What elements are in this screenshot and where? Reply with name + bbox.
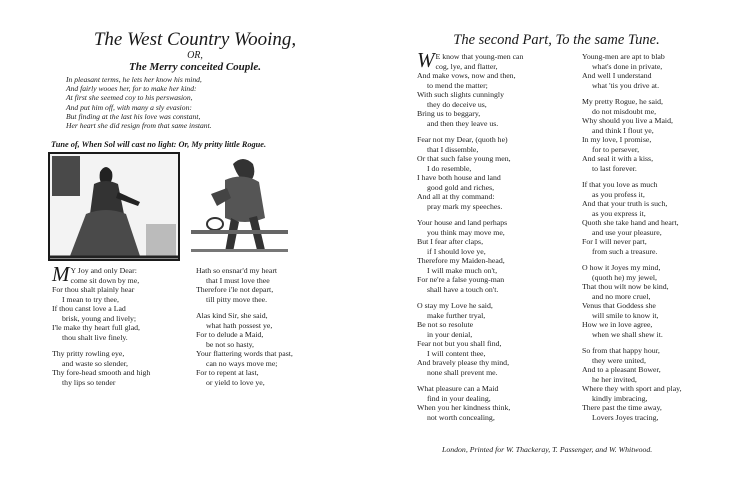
verse-line: Fear not but you shall find, bbox=[417, 339, 502, 348]
left-verse-column-1 bbox=[52, 262, 180, 394]
verse-line: to last forever. bbox=[592, 163, 637, 173]
verse-line: from such a treasure. bbox=[592, 246, 658, 256]
verse-line: can no ways move me; bbox=[206, 358, 278, 368]
tune-line: Tune of, When Sol will cast no light: Or, My pritty little Rogue. bbox=[51, 140, 267, 149]
verse-line: and no more cruel, bbox=[592, 291, 651, 301]
verse-line: find in your dealing, bbox=[427, 393, 491, 403]
verse-line: O stay my Love he said, bbox=[417, 301, 493, 310]
verse-line: pray mark my speeches. bbox=[427, 201, 503, 211]
verse-line: For thou shalt plainly hear bbox=[52, 285, 135, 294]
verse-line: thou shalt live finely. bbox=[62, 332, 128, 342]
verse-line: if I should love ye, bbox=[427, 246, 486, 256]
verse-line: Quoth she take hand and heart, bbox=[582, 218, 679, 227]
stanza bbox=[582, 97, 732, 173]
verse-line: That thou wilt now be kind, bbox=[582, 282, 669, 291]
verse-line: And all at thy command: bbox=[417, 192, 495, 201]
verse-line: when we shall shew it. bbox=[592, 329, 663, 339]
verse-line: I mean to try thee, bbox=[62, 294, 119, 304]
verse-line: that I must love thee bbox=[206, 275, 270, 285]
verse-line: And make vows, now and then, bbox=[417, 71, 516, 80]
verse-line: and think I flout ye, bbox=[592, 125, 654, 135]
verse-line: What pleasure can a Maid bbox=[417, 384, 499, 393]
verse-line: For to delude a Maid, bbox=[196, 330, 264, 339]
ballad-subtitle: The Merry conceited Couple. bbox=[129, 61, 261, 73]
verse-line: I do resemble, bbox=[427, 163, 472, 173]
verse-line: do not misdoubt me, bbox=[592, 106, 657, 116]
verse-line: I will content thee, bbox=[427, 348, 486, 358]
verse-line: And that your truth is such, bbox=[582, 199, 668, 208]
ballad-title: The West Country Wooing, bbox=[93, 29, 297, 50]
stanza bbox=[417, 218, 567, 294]
stanza bbox=[417, 301, 567, 377]
verse-line: Be not so resolute bbox=[417, 320, 474, 329]
verse-line: brisk, young and lively; bbox=[62, 313, 137, 323]
stanza bbox=[417, 384, 567, 422]
argument-line: Her heart she did resign from that same instant. bbox=[66, 121, 212, 131]
verse-line: E know that young-men can bbox=[435, 52, 524, 61]
stanza bbox=[582, 263, 732, 339]
verse-line: So from that happy hour, bbox=[582, 346, 660, 355]
verse-line: Thy pritty rowling eye, bbox=[52, 349, 125, 358]
verse-line: and waste so slender, bbox=[62, 358, 128, 368]
verse-line: And bravely please thy mind, bbox=[417, 358, 510, 367]
verse-line: till pitty move thee. bbox=[206, 294, 268, 304]
verse-line: If thou canst love a Lad bbox=[52, 304, 126, 313]
verse-line: that I dissemble, bbox=[427, 144, 479, 154]
verse-line: as you express it, bbox=[592, 208, 646, 218]
stanza bbox=[417, 135, 567, 211]
verse-line: Thy fore-head smooth and high bbox=[52, 368, 151, 377]
verse-line: I have both house and land bbox=[417, 173, 501, 182]
right-verse-column-2 bbox=[582, 52, 732, 429]
verse-line: But I fear after claps, bbox=[417, 237, 484, 246]
left-verse-column-2 bbox=[196, 266, 361, 394]
argument-line: And put him off, with many a sly evasion: bbox=[66, 102, 192, 112]
verse-line: he her invited, bbox=[592, 374, 637, 384]
verse-line: In my love, I promise, bbox=[582, 135, 652, 144]
verse-line: in your denial, bbox=[427, 329, 473, 339]
verse-line: come sit down by me, bbox=[70, 275, 140, 285]
argument-line: But finding at the last his love was constant, bbox=[66, 111, 201, 121]
verse-line: When you her kindness think, bbox=[417, 403, 511, 412]
verse-line: what hath possest ye, bbox=[206, 320, 273, 330]
verse-line: And to a pleasant Bower, bbox=[582, 365, 661, 374]
verse-line: My pretty Rogue, he said, bbox=[582, 97, 663, 106]
verse-line: make further tryal, bbox=[427, 310, 486, 320]
stanza bbox=[52, 349, 180, 387]
verse-line: thy lips so tender bbox=[62, 377, 116, 387]
verse-line: Or that such false young men, bbox=[417, 154, 511, 163]
argument-line: In pleasant terms, he lets her know his mind, bbox=[66, 75, 202, 84]
verse-line: I will make much on't, bbox=[427, 265, 498, 275]
verse-line: Young-men are apt to blab bbox=[582, 52, 665, 61]
verse-line: they do deceive us, bbox=[427, 99, 487, 109]
verse-line: not worth concealing, bbox=[427, 412, 495, 422]
drop-cap: W bbox=[417, 48, 435, 72]
verse-line: And well I understand bbox=[582, 71, 652, 80]
verse-line: cog, lye, and flatter, bbox=[435, 61, 498, 71]
verse-line: Therefore my Maiden-head, bbox=[417, 256, 505, 265]
verse-line: kindly imbracing, bbox=[592, 393, 648, 403]
verse-line: Your flattering words that past, bbox=[196, 349, 293, 358]
verse-line: Your house and land perhaps bbox=[417, 218, 508, 227]
verse-line: O how it Joyes my mind, bbox=[582, 263, 661, 272]
stanza bbox=[196, 266, 361, 304]
verse-line: With such slights cunningly bbox=[417, 90, 504, 99]
verse-line: to mend the matter; bbox=[427, 80, 488, 90]
verse-line: you think may move me, bbox=[427, 227, 505, 237]
verse-line: Alas kind Sir, she said, bbox=[196, 311, 268, 320]
drop-cap: M bbox=[52, 262, 70, 286]
verse-line: and use your pleasure, bbox=[592, 227, 662, 237]
verse-line: will smile to know it, bbox=[592, 310, 659, 320]
argument-line: At first she seemed coy to his perswasion, bbox=[66, 93, 193, 103]
verse-line: Bring us to beggary, bbox=[417, 109, 481, 118]
verse-line: For I will never part, bbox=[582, 237, 647, 246]
verse-line: Venus that Goddess she bbox=[582, 301, 656, 310]
verse-line: they were united, bbox=[592, 355, 646, 365]
verse-line: There past the time away, bbox=[582, 403, 662, 412]
title-or: OR, bbox=[187, 50, 203, 61]
stanza bbox=[52, 262, 180, 342]
verse-line: and then they leave us. bbox=[427, 118, 499, 128]
verse-line: Fear not my Dear, (quoth he) bbox=[417, 135, 508, 144]
second-part-title: The second Part, To the same Tune. bbox=[453, 32, 660, 48]
verse-line: I'le make thy heart full glad, bbox=[52, 323, 141, 332]
ballad-argument bbox=[66, 75, 346, 130]
verse-line: none shall prevent me. bbox=[427, 367, 498, 377]
woodcut-man-image bbox=[189, 152, 290, 261]
verse-line: If that you love as much bbox=[582, 180, 658, 189]
verse-line: for to persever, bbox=[592, 144, 640, 154]
woodcut-woman-image bbox=[48, 152, 180, 261]
verse-line: Lovers Joyes tracing, bbox=[592, 412, 659, 422]
verse-line: Where they with sport and play, bbox=[582, 384, 682, 393]
verse-line: How we in love agree, bbox=[582, 320, 653, 329]
verse-line: or yield to love ye, bbox=[206, 377, 265, 387]
verse-line: Why should you live a Maid, bbox=[582, 116, 673, 125]
verse-line: what's done in private, bbox=[592, 61, 663, 71]
stanza bbox=[196, 311, 361, 387]
verse-line: be not so hasty, bbox=[206, 339, 255, 349]
stanza bbox=[582, 52, 732, 90]
verse-line: And seal it with a kiss, bbox=[582, 154, 654, 163]
right-page bbox=[371, 0, 742, 480]
verse-line: (quoth he) my jewel, bbox=[592, 272, 657, 282]
imprint-line: London, Printed for W. Thackeray, T. Passenger, and W. Whitwood. bbox=[442, 445, 653, 454]
verse-line: For ne're a false young-man bbox=[417, 275, 505, 284]
verse-line: Y Joy and only Dear: bbox=[70, 266, 137, 275]
verse-line: Therefore i'le not depart, bbox=[196, 285, 274, 294]
stanza bbox=[582, 180, 732, 256]
verse-line: as you profess it, bbox=[592, 189, 645, 199]
stanza bbox=[582, 346, 732, 422]
verse-line: shall have a touch on't. bbox=[427, 284, 499, 294]
verse-line: what 'tis you drive at. bbox=[592, 80, 660, 90]
argument-line: And fairly wooes her, for to make her kind: bbox=[66, 84, 197, 94]
right-verse-column-1 bbox=[417, 48, 567, 429]
stanza bbox=[417, 48, 567, 128]
verse-line: For to repent at last, bbox=[196, 368, 259, 377]
verse-line: good gold and riches, bbox=[427, 182, 495, 192]
verse-line: Hath so ensnar'd my heart bbox=[196, 266, 278, 275]
